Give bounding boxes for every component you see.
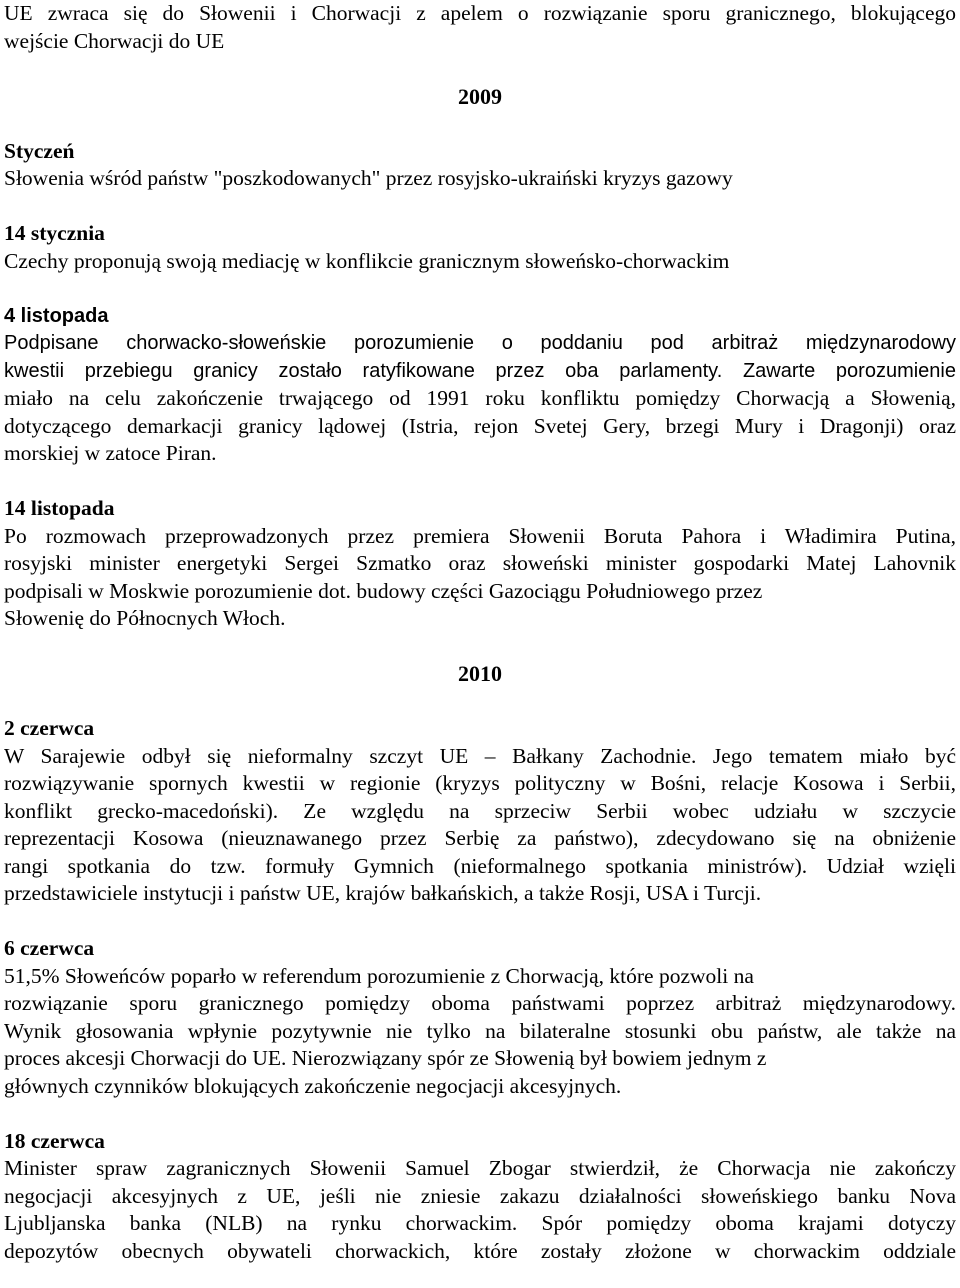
intro-line-1: UE zwraca się do Słowenii i Chorwacji z apelem o rozwiązanie sporu granicznego, blokującego [4, 1, 956, 25]
entry-text-line: Słowenia wśród państw "poszkodowanych" przez rosyjsko-ukraiński kryzys gazowy [4, 166, 733, 190]
entry-text-line: miało na celu zakończenie trwającego od 1991 roku konfliktu pomiędzy Chorwacją a Słowenią, [4, 386, 956, 410]
entry-date: 2 czerwca [4, 716, 95, 740]
entry-text-line: konflikt grecko-macedoński). Ze względu na sprzeciw Serbii wobec udziału w szczycie [4, 798, 956, 823]
entry-18-czerwca [4, 1128, 956, 1266]
entry-text-line: Słowenię do Północnych Włoch. [4, 606, 286, 630]
entry-text-line: rangi spotkania do tzw. formuły Gymnich (nieformalnego spotkania ministrów). Udział wzięli [4, 853, 956, 878]
entry-text-line: rosyjski minister energetyki Sergei Szmatko oraz słoweński minister gospodarki Matej Lahovnik [4, 551, 956, 575]
entry-text-line: Ljubljanska banka (NLB) na rynku chorwackim. Spór pomiędzy oboma krajami dotyczy [4, 1211, 956, 1235]
entry-text-line: Podpisane chorwacko-słoweńskie porozumienie o poddaniu pod arbitraż międzynarodowy [4, 332, 956, 354]
entry-date: 6 czerwca [4, 936, 95, 960]
entry-text-line: podpisali w Moskwie porozumienie dot. budowy części Gazociągu Południowego przez [4, 578, 763, 603]
entry-14-listopada [4, 495, 956, 633]
entry-text-line: morskiej w zatoce Piran. [4, 441, 217, 465]
entry-text-line: proces akcesji Chorwacji do UE. Nierozwiązany spór ze Słowenią był bowiem jednym z [4, 1046, 767, 1070]
entry-text-line: Minister spraw zagranicznych Słowenii Samuel Zbogar stwierdził, że Chorwacja nie zakończy [4, 1156, 956, 1180]
entry-date: Styczeń [4, 138, 75, 163]
entry-text-line: dotyczącego demarkacji granicy lądowej (Istria, rejon Svetej Gery, brzegi Mury i Dragonji) oraz [4, 413, 956, 438]
entry-2-czerwca [4, 715, 956, 908]
intro-line-2: wejście Chorwacji do UE [4, 28, 225, 53]
entry-styczen [4, 138, 956, 193]
entry-text-line: rozwiązanie sporu granicznego pomiędzy oboma państwami poprzez arbitraż międzynarodowy. [4, 991, 956, 1015]
entry-date: 4 listopada [4, 304, 109, 327]
entry-date: 14 listopada [4, 496, 115, 520]
year-heading-2010: 2010 [458, 661, 502, 686]
entry-date: 18 czerwca [4, 1128, 105, 1153]
entry-text-line: W Sarajewie odbył się nieformalny szczyt UE – Bałkany Zachodnie. Jego tematem miało być [4, 743, 956, 768]
entry-text-line: 51,5% Słoweńców poparło w referendum porozumienie z Chorwacją, które pozwoli na [4, 963, 754, 988]
entry-text-line: Po rozmowach przeprowadzonych przez premiera Słowenii Boruta Pahora i Władimira Putina, [4, 523, 956, 548]
entry-text-line: przedstawiciele instytucji i państw UE, krajów bałkańskich, a także Rosji, USA i Turcji. [4, 881, 762, 905]
entry-text-line: głównych czynników blokujących zakończenie negocjacji akcesyjnych. [4, 1073, 622, 1098]
entry-text-line: Czechy proponują swoją mediację w konflikcie granicznym słoweńsko-chorwackim [4, 248, 730, 273]
entry-text-line: rozwiązywanie spornych kwestii w regionie (kryzys polityczny w Bośni, relacje Kosowa i Serbii, [4, 771, 956, 795]
entry-text-line: Wynik głosowania wpłynie pozytywnie nie tylko na bilateralne stosunki obu państw, ale także na [4, 1018, 956, 1043]
document-page [4, 0, 956, 1265]
entry-date: 14 stycznia [4, 221, 105, 245]
entry-text-line: reprezentacji Kosowa (nieuznawanego przez Serbię za państwo), zdecydowano się na obniżenie [4, 826, 956, 850]
entry-6-czerwca [4, 935, 956, 1100]
entry-text-line: kwestii przebiegu granicy zostało ratyfikowane przez oba parlamenty. Zawarte porozumienie [4, 359, 956, 382]
entry-4-listopada [4, 303, 956, 468]
entry-text-line: negocjacji akcesyjnych z UE, jeśli nie zniesie zakazu działalności słoweńskiego banku Nova [4, 1183, 956, 1208]
year-heading-2009: 2009 [458, 83, 502, 109]
entry-text-line: depozytów obecnych obywateli chorwackich, które zostały złożone w chorwackim oddziale [4, 1238, 956, 1263]
entry-14-stycznia [4, 220, 956, 275]
